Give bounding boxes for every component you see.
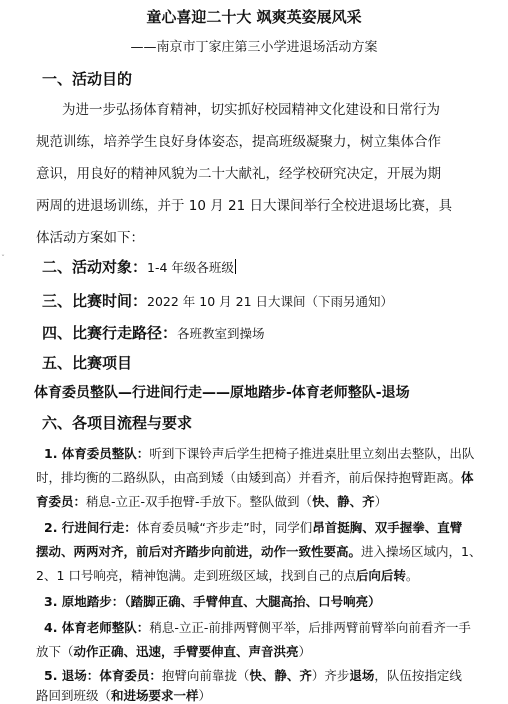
section-6-heading: 六、各项目流程与要求 xyxy=(42,414,193,432)
item-5-text: ） xyxy=(198,688,212,703)
item-2-bold: 摆动、两两对齐，前后对齐踏步向前进，动作一致性要高。 xyxy=(36,544,362,559)
item-5-text: ，队伍按指定线 xyxy=(374,668,462,683)
section-2 xyxy=(42,256,236,277)
item-1-text: 时，排均衡的二路纵队，由高到矮（由矮到高）并看齐，前后保持抱臂距离。 xyxy=(36,470,462,485)
item-2-bold: 昂首挺胸、双手握拳、直臂 xyxy=(312,520,463,535)
section-3-heading: 三、比赛时间： xyxy=(42,292,148,310)
margin-mark: ˇ xyxy=(1,254,5,263)
section-1-line: 体活动方案如下： xyxy=(36,230,144,246)
item-1-bold: 快、静、齐 xyxy=(312,494,375,509)
section-1-heading: 一、活动目的 xyxy=(42,70,133,88)
item-3-line xyxy=(44,592,381,610)
item-1-text: 听到下课铃声后学生把椅子推进桌肚里立刻出去整队，出队 xyxy=(149,446,475,461)
item-4-line-1 xyxy=(44,618,471,636)
item-2-bold: 后向后转 xyxy=(355,568,406,583)
section-5-heading: 五、比赛项目 xyxy=(42,354,133,372)
item-1-bold: 体 xyxy=(461,470,474,485)
item-5-text: 路回到班级（ xyxy=(36,688,112,703)
item-5-bold: 和进场要求一样 xyxy=(111,688,199,703)
item-4-text: ） xyxy=(298,644,312,659)
item-4-text: 放下（ xyxy=(36,644,74,659)
item-3-bold: （踏脚正确、手臂伸直、大腿高抬、口号响亮） xyxy=(124,594,381,609)
item-5-text: 抱臂向前靠拢（ xyxy=(161,668,250,683)
item-5-text: ）齐步 xyxy=(311,668,350,683)
section-4 xyxy=(42,322,265,343)
section-2-value: 1-4 年级各班级 xyxy=(147,260,234,275)
item-5-bold: 退场 xyxy=(349,668,375,683)
item-2-text: 进入操场区域内，1、 xyxy=(361,544,482,559)
item-1-line-1 xyxy=(44,444,474,462)
item-1-line-3 xyxy=(36,492,387,510)
section-1-line: 两周的进退场训练，并于 10 月 21 日大课间举行全校进退场比赛，具 xyxy=(36,198,453,214)
document-title: 童心喜迎二十大 飒爽英姿展风采 xyxy=(146,8,362,26)
section-4-value: 各班教室到操场 xyxy=(177,326,265,341)
item-5-line-2 xyxy=(36,686,211,704)
item-1-line-2 xyxy=(36,468,474,486)
section-4-heading: 四、比赛行走路径： xyxy=(42,324,178,342)
item-5-label: 5. 退场： xyxy=(44,668,100,683)
item-2-text: 。 xyxy=(405,568,419,583)
section-5-items: 体育委员整队—行进间行走——原地踏步-体育老师整队-退场 xyxy=(34,385,410,401)
section-2-heading: 二、活动对象： xyxy=(42,258,148,276)
item-1-label: 1. 体育委员整队： xyxy=(44,446,150,461)
item-2-line-1 xyxy=(44,518,462,536)
item-2-text: 体育委员喊“齐步走”时，同学们 xyxy=(136,520,313,535)
item-4-label: 4. 体育老师整队： xyxy=(44,620,150,635)
item-1-bold: 育委员： xyxy=(36,494,87,509)
item-2-label: 2. 行进间行走： xyxy=(44,520,137,535)
section-1-line: 为进一步弘扬体育精神，切实抓好校园精神文化建设和日常行为 xyxy=(62,102,440,118)
document-subtitle: ——南京市丁家庄第三小学进退场活动方案 xyxy=(130,40,378,55)
text-cursor xyxy=(235,259,236,274)
item-5-bold: 快、静、齐 xyxy=(249,668,312,683)
section-1-line: 意识，用良好的精神风貌为二十大献礼，经学校研究决定，开展为期 xyxy=(36,166,441,182)
item-4-text: 稍息-立正-前排两臂侧平举，后排两臂前臂举向前看齐一手 xyxy=(149,620,471,635)
section-1-line: 规范训练，培养学生良好身体姿态，提高班级凝聚力，树立集体合作 xyxy=(36,134,441,150)
item-1-text: ） xyxy=(374,494,388,509)
item-5-line-1 xyxy=(44,666,462,684)
section-3-value: 2022 年 10 月 21 日大课间（下雨另通知） xyxy=(147,294,394,309)
item-2-text: 2、1 口号响亮，精神饱满。走到班级区域，找到自己的点 xyxy=(36,568,356,583)
item-5-bold: 体育委员： xyxy=(99,668,162,683)
item-4-bold: 动作正确、迅速，手臂要伸直、声音洪亮 xyxy=(73,644,299,659)
item-4-line-2 xyxy=(36,642,311,660)
item-3-label: 3. 原地踏步： xyxy=(44,594,125,609)
item-1-text: 稍息-立正-双手抱臂-手放下。整队做到（ xyxy=(86,494,313,509)
item-2-line-2 xyxy=(36,542,481,560)
section-3 xyxy=(42,290,393,311)
item-2-line-3 xyxy=(36,566,418,584)
